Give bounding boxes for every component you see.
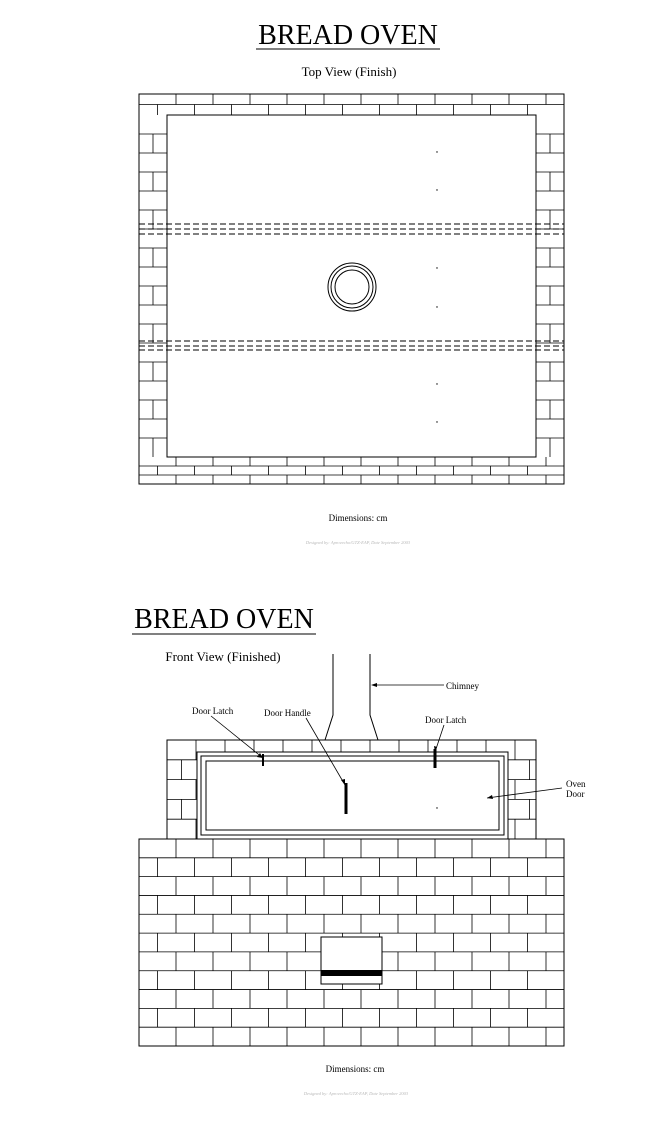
label-oven-door-line1: Oven xyxy=(566,779,586,789)
oven-door xyxy=(197,752,508,839)
label-oven-door-line2: Door xyxy=(566,789,585,799)
top-view-credit: Designed by: Aprovecho/GTZ-EAP, Date September 2003 xyxy=(305,540,411,545)
top-view-subtitle: Top View (Finish) xyxy=(301,64,397,79)
front-view-subtitle: Front View (Finished) xyxy=(165,649,281,664)
front-view-dimensions-note: Dimensions: cm xyxy=(325,1064,385,1074)
label-chimney: Chimney xyxy=(446,681,479,691)
label-door-latch-right: Door Latch xyxy=(425,715,467,725)
front-view-drawing xyxy=(132,604,586,1097)
chimney xyxy=(325,654,378,740)
top-view-title: BREAD OVEN xyxy=(258,20,438,51)
top-view-drawing xyxy=(139,20,564,546)
label-door-latch-left: Door Latch xyxy=(192,706,234,716)
oven-door-dot xyxy=(436,807,437,808)
front-view-credit: Designed by: Aprovecho/GTZ-EAP, Date September 2003 xyxy=(303,1091,409,1096)
label-door-handle: Door Handle xyxy=(264,708,311,718)
top-view-dimensions-note: Dimensions: cm xyxy=(328,513,388,523)
top-view-oven-slab xyxy=(167,115,536,457)
ash-opening xyxy=(321,937,382,984)
front-view-title: BREAD OVEN xyxy=(134,604,314,635)
